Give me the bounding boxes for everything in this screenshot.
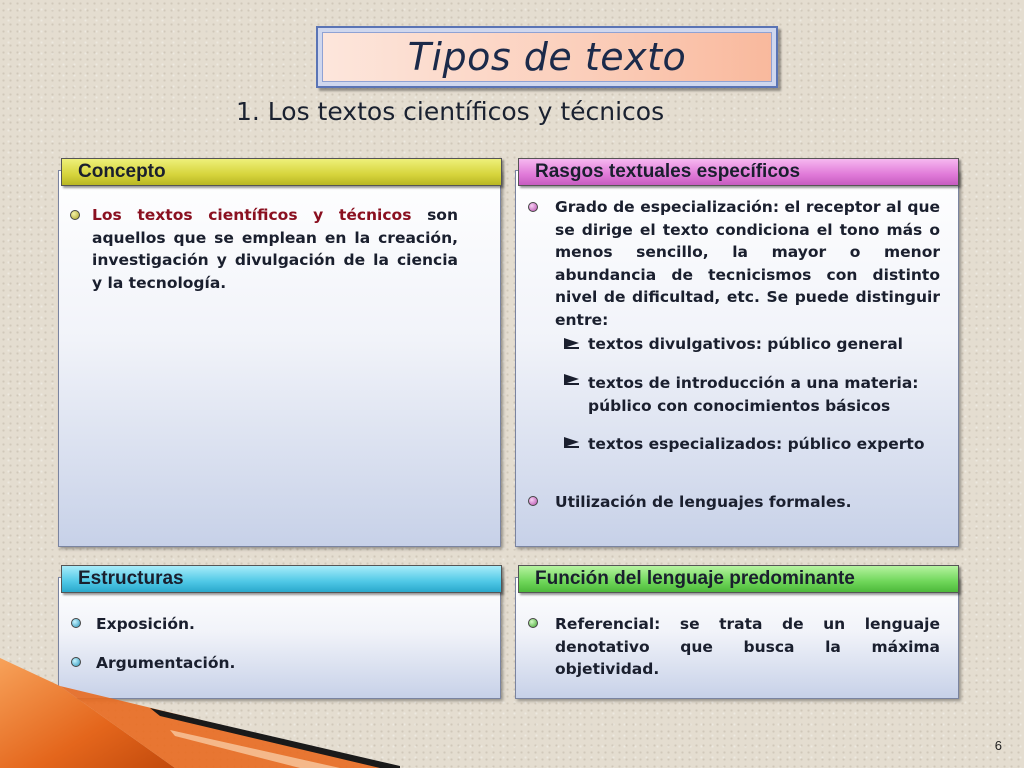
concepto-bullet-icon: [70, 210, 80, 220]
swoosh-graphic: [0, 638, 400, 768]
arrow-icon-1: [564, 338, 579, 348]
rasgos-sub-3: textos especializados: público experto: [588, 435, 925, 453]
slide-subtitle: 1. Los textos científicos y técnicos: [236, 97, 665, 126]
decorative-swoosh: [0, 638, 400, 768]
estructuras-header: Estructuras: [61, 565, 502, 593]
arrow-icon-2: [564, 374, 579, 384]
estructuras-item-2: Argumentación.: [96, 654, 236, 672]
page-number: 6: [994, 738, 1002, 753]
concepto-header: Concepto: [61, 158, 502, 186]
title-inner: [322, 32, 772, 82]
rasgos-bullet-2-icon: [528, 496, 538, 506]
concepto-text: [92, 204, 458, 294]
rasgos-header: Rasgos textuales específicos: [518, 158, 959, 186]
title-box: [316, 26, 778, 88]
rasgos-sub-1: textos divulgativos: público general: [588, 335, 903, 353]
funcion-text: Referencial: se trata de un lenguaje denotativo que busca la máxima objetividad.: [555, 615, 940, 678]
concepto-rest: son aquellos que se emplean en la creación, investigación y divulgación de la ciencia y la tecnología.: [92, 206, 458, 292]
rasgos-bullet-1: Grado de especialización: el receptor al que se dirige el texto condiciona el tono más o menos sencillo, la mayor o menor abundancia de tecnicismos con distinto nivel de dificultad, etc. Se puede distinguir entre:: [555, 198, 940, 329]
concepto-highlight: Los textos científicos y técnicos: [92, 206, 412, 224]
arrow-icon-3: [564, 437, 579, 447]
funcion-bullet-icon: [528, 618, 538, 628]
estructuras-bullet-1-icon: [71, 618, 81, 628]
rasgos-bullet-2: Utilización de lenguajes formales.: [555, 493, 852, 511]
rasgos-sub-2: textos de introducción a una materia: público con conocimientos básicos: [588, 374, 919, 415]
slide-title: Tipos de texto: [407, 35, 687, 79]
funcion-header: Función del lenguaje predominante: [518, 565, 959, 593]
estructuras-item-1: Exposición.: [96, 615, 195, 633]
rasgos-bullet-1-icon: [528, 202, 538, 212]
